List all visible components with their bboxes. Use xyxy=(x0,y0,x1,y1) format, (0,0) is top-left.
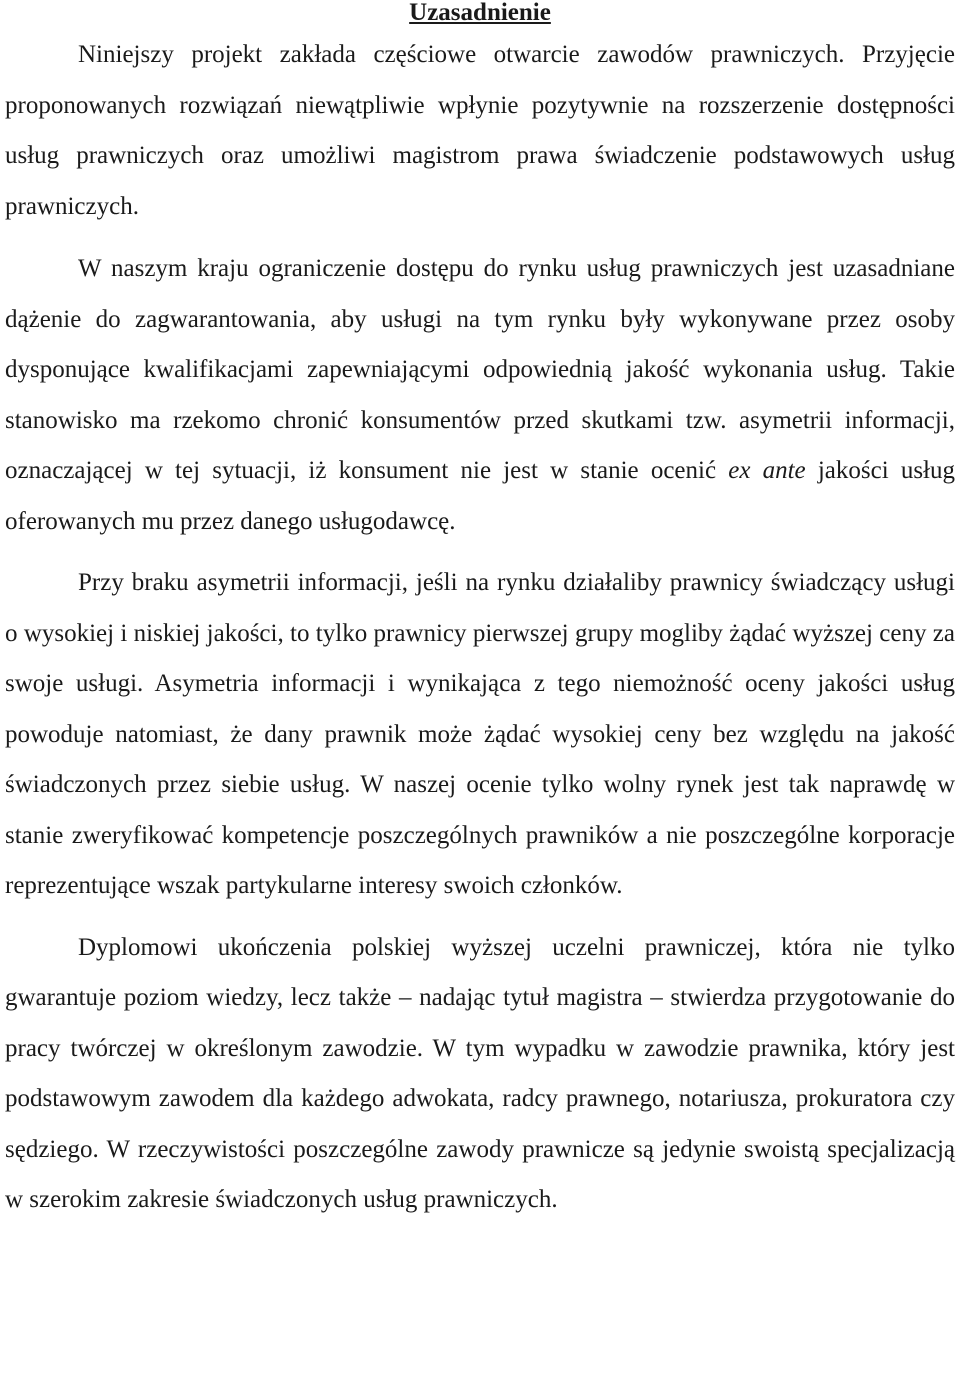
paragraph-1: Niniejszy projekt zakłada częściowe otwarcie zawodów prawniczych. Przyjęcie proponowanych rozwiązań niewątpliwie wpłynie pozytywnie na rozszerzenie dostępności usług prawniczych oraz umożliwi magistrom prawa świadczenie podstawowych usług prawniczych. xyxy=(5,41,955,220)
document-title: Uzasadnienie xyxy=(409,0,551,26)
paragraph-4: Dyplomowi ukończenia polskiej wyższej uczelni prawniczej, która nie tylko gwarantuje poziom wiedzy, lecz także – nadając tytuł magistra – stwierdza przygotowanie do pracy twórczej w określonym zawodzie. W tym wypadku w zawodzie prawnika, który jest podstawowym zawodem dla każdego adwokata, radcy prawnego, notariusza, prokuratora czy sędziego. W rzeczywistości poszczególne zawody prawnicze są jedynie swoistą specjalizacją w szerokim zakresie świadczonych usług prawniczych. xyxy=(5,933,955,1213)
paragraph-2-text-after: jakości usług oferowanych mu przez danego usługodawcę. xyxy=(5,457,955,535)
paragraph-3: Przy braku asymetrii informacji, jeśli na rynku działaliby prawnicy świadczący usługi o wysokiej i niskiej jakości, to tylko prawnicy pierwszej grupy mogliby żądać wyższej ceny za swoje usługi. Asymetria informacji i wynikająca z tego niemożność oceny jakości usług powoduje natomiast, że dany prawnik może żądać wysokiej ceny bez względu na jakość świadczonych przez siebie usług. W naszej ocenie tylko wolny rynek jest tak naprawdę w stanie zweryfikować kompetencje poszczególnych prawników a nie poszczególne korporacje reprezentujące wszak partykularne interesy swoich członków. xyxy=(5,569,955,899)
paragraph-2-text-before: W naszym kraju ograniczenie dostępu do rynku usług prawniczych jest uzasadniane dążenie do zagwarantowania, aby usługi na tym rynku były wykonywane przez osoby dysponujące kwalifikacjami zapewniającymi odpowiednią jakość wykonania usług. Takie stanowisko ma rzekomo chronić konsumentów przed skutkami tzw. asymetrii informacji, oznaczającej w tej sytuacji, iż konsument nie jest w stanie ocenić xyxy=(5,255,955,484)
document-page xyxy=(5,0,955,1226)
paragraph-2 xyxy=(5,244,955,547)
paragraph-2-italic-term: ex ante xyxy=(728,457,806,484)
